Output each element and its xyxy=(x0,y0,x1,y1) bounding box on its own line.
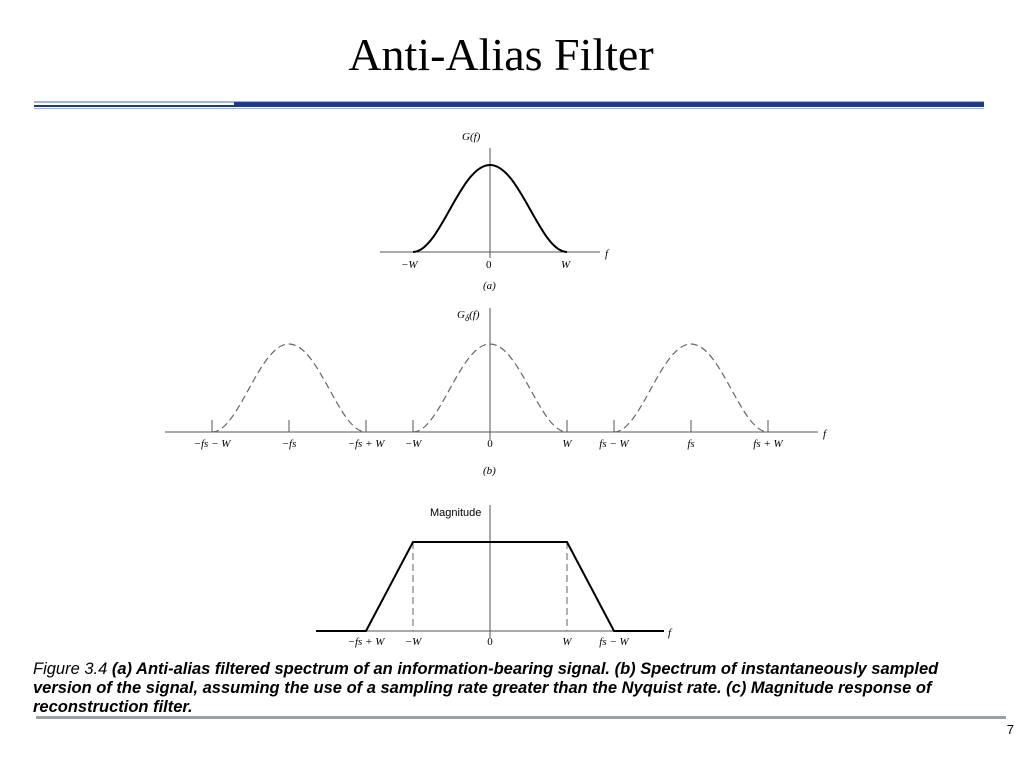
panel-b-tick-label: fs + W xyxy=(753,438,783,450)
panel-a-label: (a) xyxy=(483,280,496,292)
panel-a-y-label: G(f) xyxy=(462,131,481,143)
panel-c-y-label: Magnitude xyxy=(430,507,482,519)
panel-c-tick-label: −fs + W xyxy=(347,636,385,648)
panel-a xyxy=(380,131,610,292)
panel-b-replica-left xyxy=(212,344,366,432)
panel-b-tick-label: W xyxy=(562,438,572,450)
panel-b-x-label: f xyxy=(823,428,827,440)
panel-b-tick-label: −fs − W xyxy=(193,438,231,450)
panel-b-label: (b) xyxy=(483,465,496,477)
panel-b xyxy=(165,308,828,477)
slide-title: Anti-Alias Filter xyxy=(348,29,654,80)
page-number: 7 xyxy=(1006,722,1014,737)
panel-c-tick-label: −W xyxy=(404,636,422,648)
panel-c-x-label: f xyxy=(668,627,672,639)
panel-b-tick-label: 0 xyxy=(487,438,493,450)
panel-a-tick-neg-w: −W xyxy=(401,259,418,271)
panel-a-x-label: f xyxy=(605,248,609,260)
panel-c xyxy=(316,505,673,648)
caption-body: (a) Anti-alias filtered spectrum of an information-bearing signal. (b) Spectrum of instantaneously sampled version of the signal, assuming the use of a sampling rate greater than the Nyquist rate. (c) Magnitude response of reconstruction filter. xyxy=(33,660,939,716)
panel-b-tick-label: fs xyxy=(687,438,695,450)
panel-c-tick-label: 0 xyxy=(487,636,493,648)
panel-b-y-label: $G_\delta(f)$ xyxy=(457,309,480,323)
panel-b-tick-label: −fs xyxy=(281,438,297,450)
figure-caption xyxy=(33,660,983,717)
panel-b-replica-right xyxy=(614,344,768,432)
panel-a-tick-w: W xyxy=(561,259,571,271)
panel-c-tick-label: W xyxy=(562,636,572,648)
panel-b-tick-label: −fs + W xyxy=(347,438,385,450)
footer-rule xyxy=(36,716,1006,719)
panel-a-tick-zero: 0 xyxy=(486,259,492,271)
panel-c-tick-label: fs − W xyxy=(599,636,629,648)
caption-lead: Figure 3.4 xyxy=(33,660,108,678)
panel-b-tick-label: fs − W xyxy=(599,438,629,450)
panel-b-tick-label: −W xyxy=(404,438,422,450)
